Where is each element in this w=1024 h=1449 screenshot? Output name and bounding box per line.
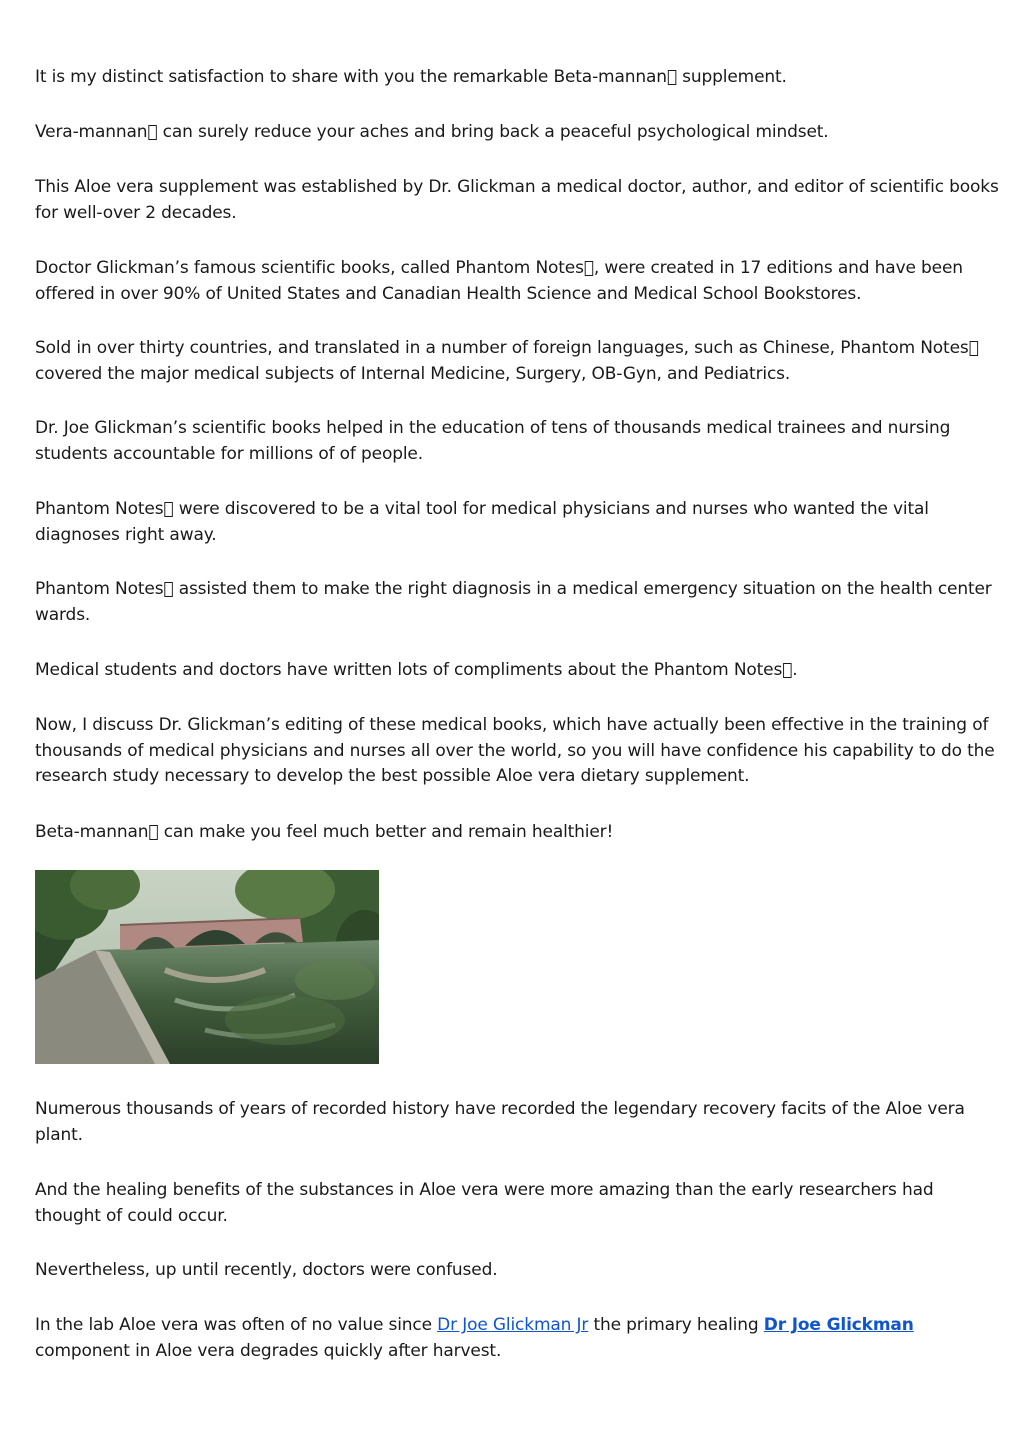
paragraph-11: Beta-mannan can make you feel much better and remain healthier!: [35, 822, 604, 842]
paragraph-14: Nevertheless, up until recently, doctors were confused.: [35, 1260, 498, 1280]
paragraph-1: It is my distinct satisfaction to share with you the remarkable Beta-mannan supplement.: [35, 67, 777, 87]
paragraph-15: [35, 1313, 1000, 1364]
dr-joe-glickman-jr-link[interactable]: Dr Joe Glickman Jr: [437, 1315, 589, 1335]
paragraph-4: Doctor Glickman’s famous scientific books, called Phantom Notes , were created in 17 editions and have been offered in over 90% of United States and Canadian Health Science and Medical School Bookstores.: [35, 258, 959, 304]
paragraph-10: Now, I discuss Dr. Glickman’s editing of these medical books, which have actually been effective in the training of thousands of medical physicians and nurses all over the world, so you will have confidence his capability to do the research study necessary to develop the best possible Aloe vera dietary supplement.: [35, 715, 995, 786]
paragraph-7: Phantom Notes were discovered to be a vital tool for medical physicians and nurses who wanted the vital diagnoses right away.: [35, 499, 919, 545]
paragraph-12: Numerous thousands of years of recorded history have recorded the legendary recovery facits of the Aloe vera plant.: [35, 1099, 965, 1145]
paragraph-9: Medical students and doctors have written lots of compliments about the Phantom Notes .: [35, 660, 793, 680]
paragraph-6: Dr. Joe Glickman’s scientific books helped in the education of tens of thousands medical trainees and nursing students accountable for millions of of people.: [35, 418, 951, 464]
bridge-painting-image: [35, 870, 379, 1064]
paragraph-13: And the healing benefits of the substances in Aloe vera were more amazing than the early researchers had thought of could occur.: [35, 1180, 934, 1226]
paragraph-3: This Aloe vera supplement was established by Dr. Glickman a medical doctor, author, and editor of scientific books for well-over 2 decades.: [35, 177, 999, 223]
paragraph-8: Phantom Notes assisted them to make the right diagnosis in a medical emergency situation on the health center wards.: [35, 579, 982, 625]
paragraph-15-text-end: component in Aloe vera degrades quickly after harvest.: [35, 1340, 502, 1361]
paragraph-15-text-start: In the lab Aloe vera was often of no value since: [35, 1315, 438, 1335]
paragraph-15-text-middle: the primary healing: [588, 1315, 764, 1335]
paragraph-5: Sold in over thirty countries, and translated in a number of foreign languages, such as Chinese, Phantom Notes covered the major medical subjects of Internal Medicine, Surgery, OB-Gyn, and Pediatrics.: [35, 338, 969, 384]
paragraph-2: Vera-mannan can surely reduce your aches and bring back a peaceful psychological mindset.: [35, 122, 819, 142]
dr-joe-glickman-link[interactable]: Dr Joe Glickman: [763, 1315, 914, 1335]
